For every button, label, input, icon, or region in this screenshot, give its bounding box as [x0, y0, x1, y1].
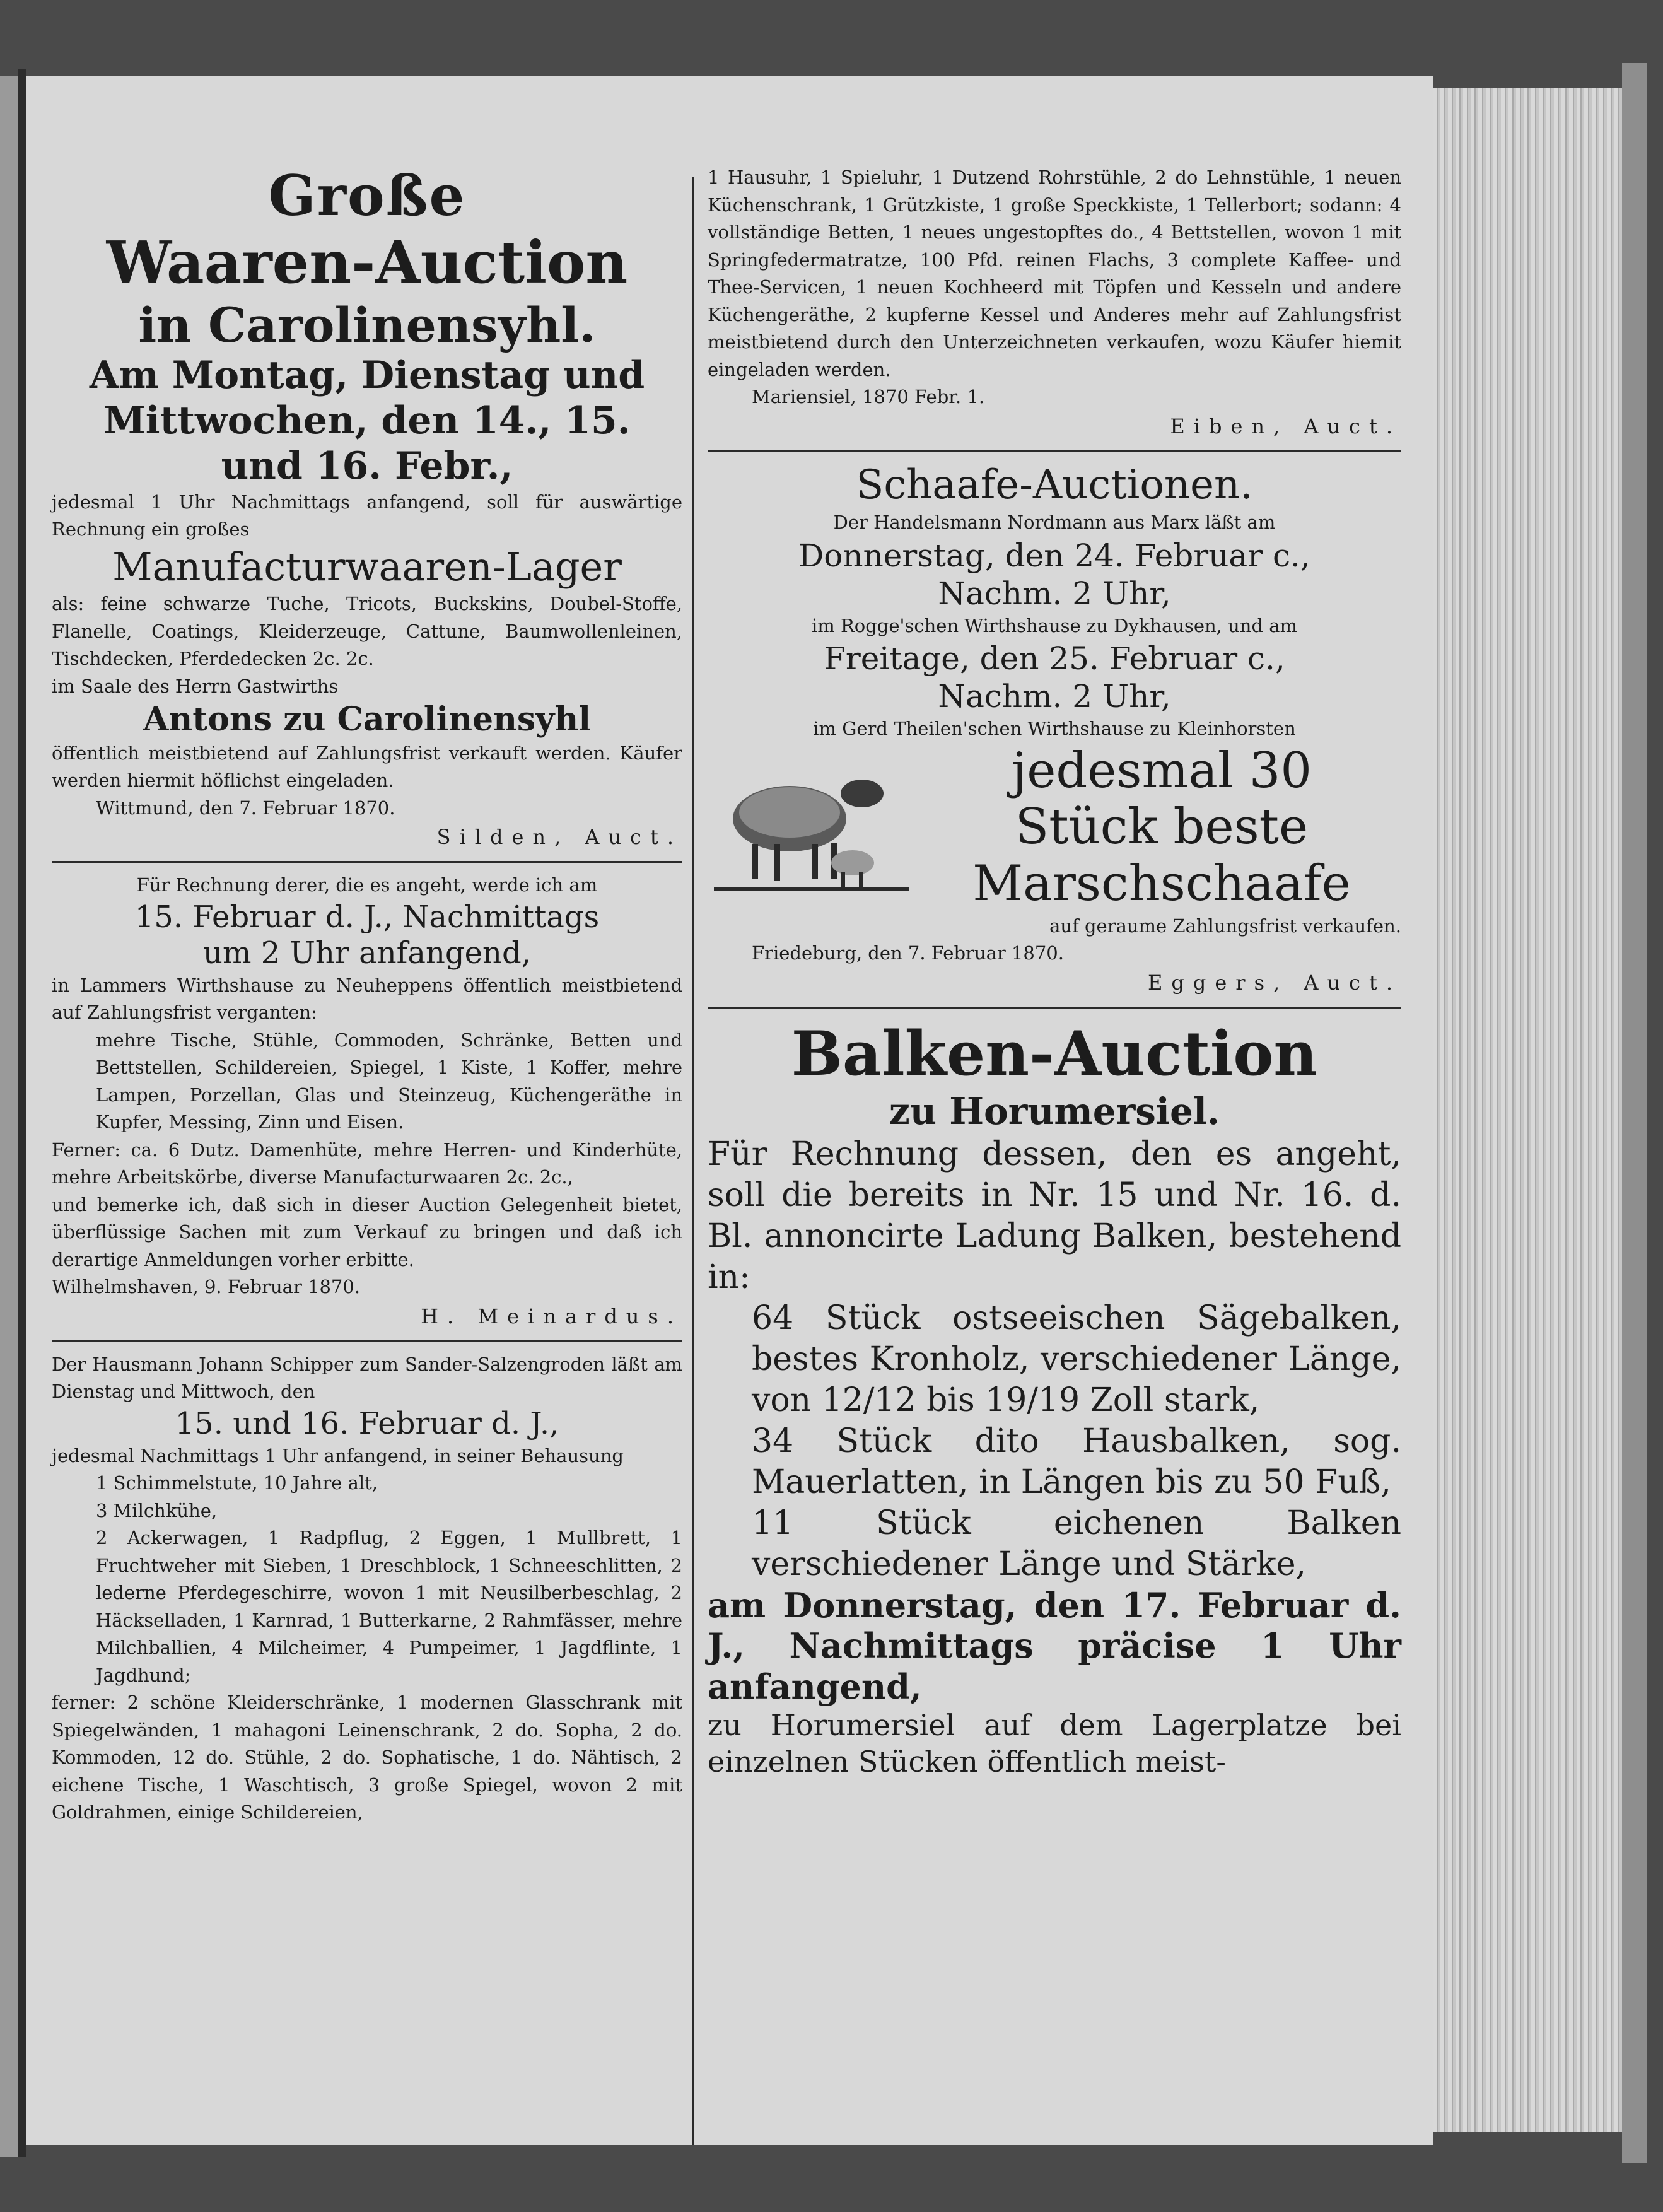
ad1-venue-name: Antons zu Carolinensyhl — [143, 700, 591, 739]
ad5-title: Schaafe-Auctionen. — [856, 461, 1253, 508]
ad-neuheppens-auction — [52, 872, 682, 1342]
book-gutter — [18, 69, 26, 2157]
ad1-title1: Große — [268, 163, 466, 228]
list-item: 2 Ackerwagen, 1 Radpflug, 2 Eggen, 1 Mullbrett, 1 Fruchtweher mit Sieben, 1 Dreschblock, 1 Schneeschlitten, 2 lederne Pferdegeschirre, wovon 1 mit Neusilberbeschlag, 2 Häckselladen, 1 Karnrad, 1 Butterkarne, 2 Rahmfässer, mehre Milchballien, 4 Milcheimer, 4 Pumpeimer, 1 Jagdflinte, 1 Jagdhund; — [96, 1527, 682, 1686]
column-divider — [692, 177, 694, 2145]
ad1-title3: in Carolinensyhl. — [138, 296, 596, 353]
ad5-date2: Freitage, den 25. Februar c., — [824, 640, 1285, 677]
ad6-subtitle: zu Horumersiel. — [889, 1090, 1220, 1133]
ad1-lager: Manufacturwaaren-Lager — [112, 543, 622, 590]
ad5-time1: Nachm. 2 Uhr, — [938, 575, 1171, 612]
ad5-big3: Marschschaafe — [972, 855, 1351, 913]
ad5-place-date: Friedeburg, den 7. Februar 1870. — [752, 942, 1064, 964]
ad-balken-auction — [708, 1017, 1401, 1780]
sheep-illustration — [708, 743, 922, 907]
ad1-terms: öffentlich meistbietend auf Zahlungsfrist verkauft werden. Käufer werden hiermit höflichst eingeladen. — [52, 742, 682, 792]
ad2-place: in Lammers Wirthshause zu Neuheppens öffentlich meistbietend auf Zahlungsfrist verganten: — [52, 974, 682, 1024]
ad5-big2: Stück beste — [1015, 799, 1309, 856]
ad5-place1: im Rogge'schen Wirthshause zu Dykhausen, und am — [811, 614, 1298, 636]
ad-waaren-auction — [52, 164, 682, 863]
list-item: 11 Stück eichenen Balken verschiedener Länge und Stärke, — [752, 1504, 1401, 1583]
right-column — [708, 164, 1401, 1780]
ad2-date2: um 2 Uhr anfangend, — [203, 935, 531, 971]
list-item: 64 Stück ostseeischen Sägebalken, bestes Kronholz, verschiedener Länge, von 12/12 bis 19/19 Zoll stark, — [752, 1299, 1401, 1419]
ad1-title2: Waaren-Auction — [106, 228, 628, 297]
ad3-date: 15. und 16. Februar d. J., — [175, 1405, 559, 1441]
ad1-place-date: Wittmund, den 7. Februar 1870. — [96, 797, 395, 819]
adjacent-page-edge — [0, 76, 18, 2157]
ad2-ferner: Ferner: ca. 6 Dutz. Damenhüte, mehre Herren- und Kinderhüte, mehre Arbeitskörbe, diverse Manufacturwaaren 2c. 2c., — [52, 1138, 682, 1188]
left-column — [52, 164, 682, 1827]
ad4-text: 1 Hausuhr, 1 Spieluhr, 1 Dutzend Rohrstühle, 2 do Lehnstühle, 1 neuen Küchenschrank, 1 Grützkiste, 1 große Speckkiste, 1 Tellerbort; sodann: 4 vollständige Betten, 1 neues ungestopftes do., 4 Bettstellen, wovon 1 mit Springfedermatratze, 100 Pfd. reinen Flachs, 3 complete Kaffee- und Thee-Servicen, 1 neuen Kochheerd mit Töpfen und Kesseln und andere Küchengeräthe, 2 kupferne Kessel und Anderes mehr auf Zahlungsfrist meistbietend durch den Unterzeichneten verkaufen, wozu Käufer hiemit eingeladen werden. — [708, 167, 1401, 380]
ad-schaafe-auctionen — [708, 461, 1401, 1009]
ad-mariensiel-continuation — [708, 164, 1401, 452]
page-edges — [1433, 88, 1622, 2132]
ad6-title: Balken-Auction — [791, 1017, 1318, 1089]
ad3-time: jedesmal Nachmittags 1 Uhr anfangend, in seiner Behausung — [52, 1444, 624, 1466]
ad1-signature: Silden, Auct. — [436, 825, 682, 850]
ad2-date1: 15. Februar d. J., Nachmittags — [134, 899, 600, 935]
ad6-body: Für Rechnung dessen, den es angeht, soll die bereits in Nr. 15 und Nr. 16. d. Bl. annoncirte Ladung Balken, bestehend in: — [708, 1135, 1401, 1296]
ad5-big1: jedesmal 30 — [1012, 742, 1312, 799]
ad2-items: mehre Tische, Stühle, Commoden, Schränke, Betten und Bettstellen, Schildereien, Spiegel, 1 Kiste, 1 Koffer, mehre Lampen, Porzellan, Glas und Steinzeug, Küchengeräthe in Kupfer, Messing, Zinn und Eisen. — [96, 1029, 682, 1133]
ad2-intro: Für Rechnung derer, die es angeht, werde ich am — [136, 874, 598, 896]
ad5-intro: Der Handelsmann Nordmann aus Marx läßt am — [833, 512, 1276, 534]
ad6-date: am Donnerstag, den 17. Februar d. J., Nachmittags präcise 1 Uhr anfangend, — [708, 1584, 1401, 1707]
ad5-place2: im Gerd Theilen'schen Wirthshause zu Kleinhorsten — [813, 718, 1296, 740]
ad1-date3: und 16. Febr., — [221, 443, 513, 488]
sheep-block — [708, 743, 1401, 913]
ad3-intro: Der Hausmann Johann Schipper zum Sander-Salzengroden läßt am Dienstag und Mittwoch, den — [52, 1353, 682, 1403]
list-item: 3 Milchkühe, — [96, 1499, 218, 1521]
ad2-place-date: Wilhelmshaven, 9. Februar 1870. — [52, 1276, 361, 1298]
ad3-ferner: ferner: 2 schöne Kleiderschränke, 1 modernen Glasschrank mit Spiegelwänden, 1 mahagoni Leinenschrank, 2 do. Sopha, 2 do. Kommoden, 12 do. Stühle, 2 do. Sophatische, 1 do. Nähtisch, 2 eichene Tische, 1 Waschtisch, 3 große Spiegel, wovon 2 mit Goldrahmen, einige Schildereien, — [52, 1692, 682, 1823]
ad2-note: und bemerke ich, daß sich in dieser Auction Gelegenheit bietet, überflüssige Sachen mit zum Verkauf zu bringen und daß ich derartige Anmeldungen vorher erbitte. — [52, 1193, 682, 1270]
ad4-signature: Eiben, Auct. — [1170, 414, 1401, 438]
book-cover-edge — [1622, 63, 1647, 2163]
ad1-venue: im Saale des Herrn Gastwirths — [52, 675, 339, 697]
sheep-text — [922, 743, 1401, 913]
ad6-place: zu Horumersiel auf dem Lagerplatze bei einzelnen Stücken öffentlich meist- — [708, 1708, 1401, 1779]
ad1-items: als: feine schwarze Tuche, Tricots, Buckskins, Doubel-Stoffe, Flanelle, Coatings, Kleiderzeuge, Cattune, Baumwollenleinen, Tischdecken, Pferdedecken 2c. 2c. — [52, 593, 682, 670]
ad-schipper-auction — [52, 1351, 682, 1827]
ad4-place-date: Mariensiel, 1870 Febr. 1. — [752, 386, 985, 407]
ad5-terms: auf geraume Zahlungsfrist verkaufen. — [1049, 915, 1401, 937]
newspaper-page — [26, 76, 1433, 2145]
ad5-time2: Nachm. 2 Uhr, — [938, 678, 1171, 715]
list-item: 34 Stück dito Hausbalken, sog. Mauerlatten, in Längen bis zu 50 Fuß, — [752, 1422, 1401, 1501]
list-item: 1 Schimmelstute, 10 Jahre alt, — [96, 1472, 378, 1494]
ad5-signature: Eggers, Auct. — [1148, 970, 1401, 995]
ad1-date2: Mittwochen, den 14., 15. — [103, 398, 631, 443]
ad2-signature: H. Meinardus. — [421, 1304, 682, 1328]
ad1-intro: jedesmal 1 Uhr Nachmittags anfangend, soll für auswärtige Rechnung ein großes — [52, 491, 682, 541]
ad1-date1: Am Montag, Dienstag und — [89, 353, 645, 397]
ad5-date1: Donnerstag, den 24. Februar c., — [798, 537, 1310, 574]
